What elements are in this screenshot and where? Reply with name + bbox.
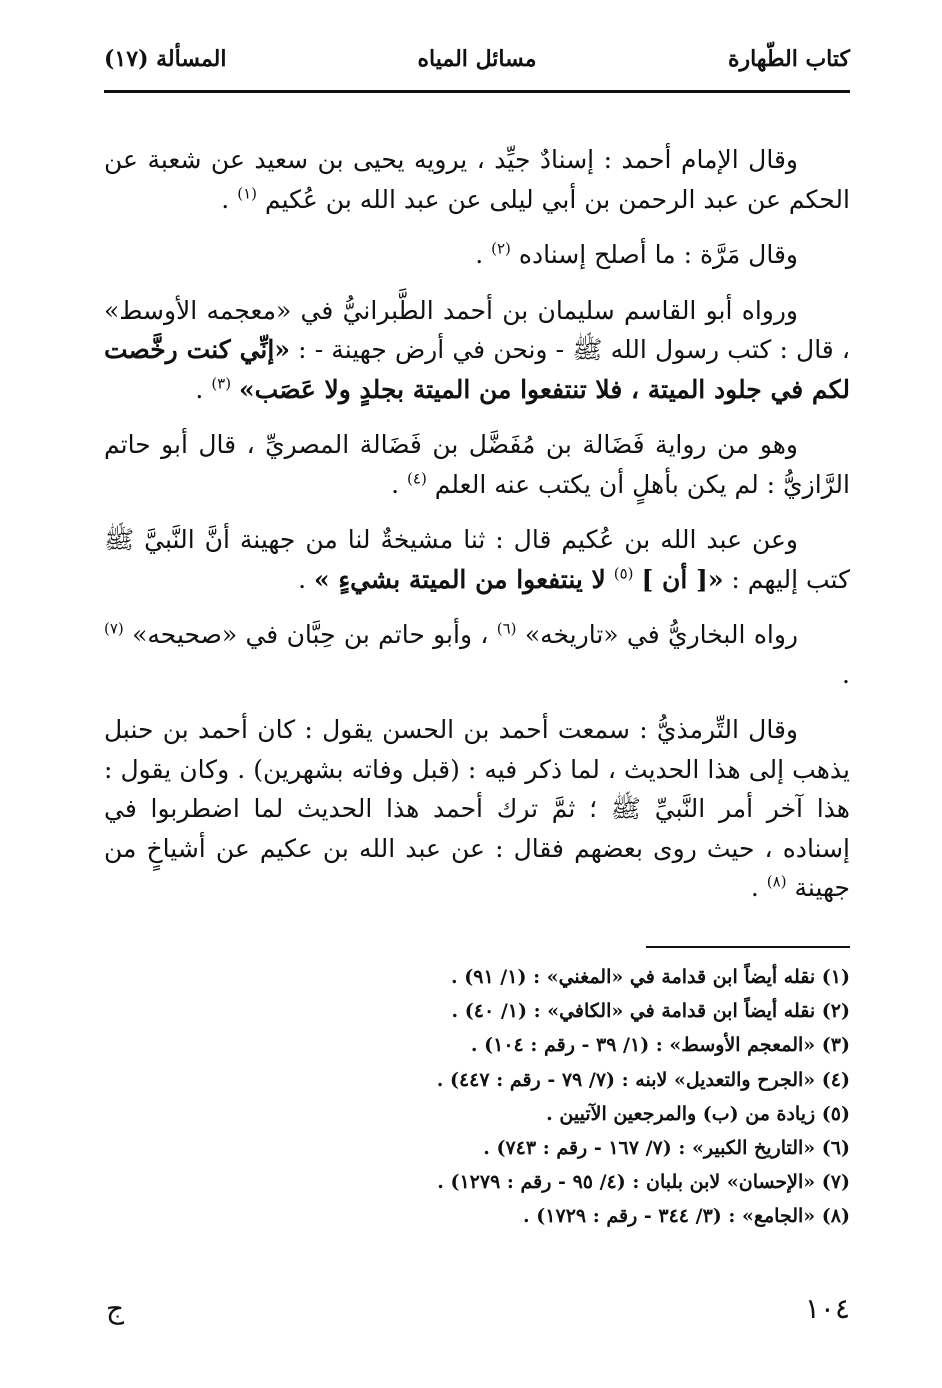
page-number: ١٠٤: [804, 1292, 850, 1325]
header-issue-number: المسألة (١٧): [104, 46, 227, 72]
footnote: (٦) «التاريخ الكبير» : (٧/ ١٦٧ - رقم : ٧٤٣) .: [483, 1137, 850, 1160]
footnote-ref: (٣): [211, 374, 232, 393]
footnote-ref: (١): [237, 184, 257, 203]
paragraph: وقال التِّرمذيُّ : سمعت أحمد بن الحسن يقول : كان أحمد بن حنبل يذهب إلى هذا الحديث ، لما ذكر فيه : (قبل وفاته بشهرين) . وكان يقول : هذا آخر أمر النَّبيِّ ﷺ ؛ ثمَّ ترك أحمد هذا الحديث لما اضطربوا في إسناده ، حيث روى بعضهم فقال : عن عبد الله بن عكيم عن أشياخٍ من جهينة $^{(٨)}$ .: [104, 715, 850, 902]
main-text: [104, 140, 850, 924]
footnote: (١) نقله أيضاً ابن قدامة في «المغني» : (١/ ٩١) .: [451, 966, 850, 988]
footnote-ref: (٤): [407, 469, 427, 488]
footnote-ref: (٢): [491, 239, 511, 258]
footnotes: [104, 960, 850, 1234]
hadith-quote-start: «[ أن ]: [641, 564, 724, 594]
hadith-quote: «إنِّي كنت رخَّصت لكم في جلود الميتة ، فلا تنتفعوا من الميتة بجلدٍ ولا عَصَب»: [104, 335, 850, 404]
footnote-ref: (٨): [766, 872, 787, 891]
paragraph: ورواه أبو القاسم سليمان بن أحمد الطَّبرانيُّ في «معجمه الأوسط» ، قال : كتب رسول الله ﷺ - ونحن في أرض جهينة - : «إنِّي كنت رخَّصت لكم في جلود الميتة ، فلا تنتفعوا من الميتة بجلدٍ ولا عَصَب» $^{(٣)}$ .: [104, 295, 850, 404]
paragraph: وهو من رواية فَضَالة بن مُفَضَّل بن فَضَالة المصريِّ ، قال أبو حاتم الرَّازيُّ : لم يكن بأهلٍ أن يكتب عنه العلم $^{(٤)}$ .: [104, 430, 850, 499]
footnote: (٨) «الجامع» : (٣/ ٣٤٤ - رقم : ١٧٢٩) .: [523, 1205, 850, 1228]
footnote: (٤) «الجرح والتعديل» لابنه : (٧/ ٧٩ - رقم : ٤٤٧) .: [436, 1068, 850, 1091]
footnote-ref: (٥): [613, 564, 634, 583]
paragraph: رواه البخاريُّ في «تاريخه» $^{(٦)}$ ، وأبو حاتم بن حِبَّان في «صحيحه» $^{(٧)}$ .: [104, 619, 850, 689]
footnote-ref: (٧): [104, 619, 124, 638]
signature-mark: ج: [106, 1292, 125, 1325]
footnote: (٣) «المعجم الأوسط» : (١/ ٣٩ - رقم : ١٠٤) .: [470, 1034, 850, 1057]
footnote-ref: (٦): [496, 619, 517, 638]
footnote: (٢) نقله أيضاً ابن قدامة في «الكافي» : (١/ ٤٠) .: [451, 1000, 850, 1023]
header-book-title: كتاب الطّهارة: [727, 46, 850, 72]
footnote: (٧) «الإحسان» لابن بلبان : (٤/ ٩٥ - رقم : ١٢٧٩) .: [437, 1171, 850, 1194]
header-divider: [104, 90, 850, 93]
header-chapter-title: مسائل المياه: [417, 46, 537, 72]
footnote: (٥) زيادة من (ب) والمرجعين الآتيين .: [546, 1102, 850, 1125]
hadith-quote-end: لا ينتفعوا من الميتة بشيءٍ »: [313, 564, 606, 594]
footnote-divider: [646, 946, 850, 948]
running-header: [104, 42, 850, 82]
paragraph: وعن عبد الله بن عُكيم قال : ثنا مشيخةٌ لنا من جهينة أنَّ النَّبيَّ ﷺ كتب إليهم : «[ أن ] $^{(٥)}$ لا ينتفعوا من الميتة بشيءٍ » .: [104, 525, 850, 594]
paragraph: وقال الإمام أحمد : إسنادٌ جيِّد ، يرويه يحيى بن سعيد عن شعبة عن الحكم عن عبد الرحمن بن أبي ليلى عن عبد الله بن عُكيم $^{(١)}$ .: [104, 145, 850, 214]
paragraph: وقال مَرَّة : ما أصلح إسناده $^{(٢)}$ .: [475, 239, 798, 269]
